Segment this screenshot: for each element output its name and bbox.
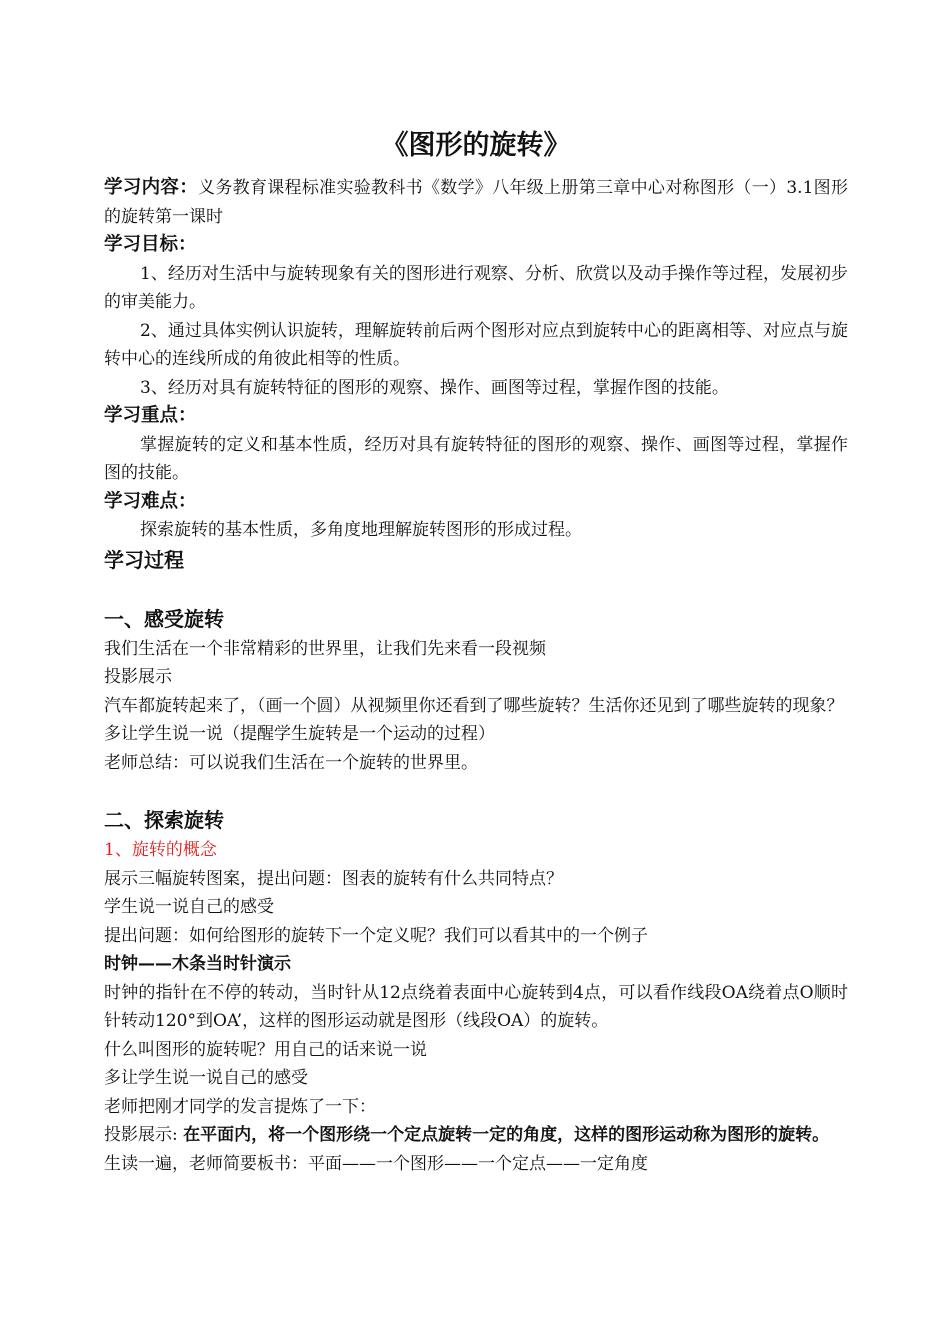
goal-item-3: 3、经历对具有旋转特征的图形的观察、操作、画图等过程，掌握作图的技能。 (140, 377, 729, 398)
section1-line: 老师总结：可以说我们生活在一个旋转的世界里。 (104, 752, 478, 773)
document-page (104, 126, 848, 1178)
study-content-label: 学习内容： (104, 177, 199, 198)
section2-subheading: 1、旋转的概念 (104, 840, 217, 860)
section2-line: 提出问题：如何给图形的旋转下一个定义呢？我们可以看其中的一个例子 (104, 925, 648, 946)
goals-heading: 学习目标： (104, 234, 197, 255)
key-points-text: 掌握旋转的定义和基本性质，经历对具有旋转特征的图形的观察、操作、画图等过程，掌握作图的技能。 (104, 434, 848, 483)
section2-line: 时钟的指针在不停的转动，当时针从12点绕着表面中心旋转到4点，可以看作线段OA绕着点O顺时针转动120°到OA’，这样的图形运动就是图形（线段OA）的旋转。 (104, 982, 848, 1031)
definition-text: 在平面内，将一个图形绕一个定点旋转一定的角度，这样的图形运动称为图形的旋转。 (183, 1125, 830, 1145)
section2-line: 学生说一说自己的感受 (104, 897, 274, 917)
key-points-heading: 学习重点： (104, 405, 197, 426)
section1-heading: 一、感受旋转 (104, 606, 224, 631)
section1-line: 投影展示 (104, 667, 172, 687)
study-content (104, 174, 848, 231)
study-content-text: 义务教育课程标准实验教科书《数学》八年级上册第三章中心对称图形（一）3.1图形的旋转第一课时 (104, 178, 848, 227)
difficulty-heading: 学习难点： (104, 490, 197, 512)
clock-demo-label: 时钟——木条当时针演示 (104, 954, 291, 974)
section1-line: 我们生活在一个非常精彩的世界里，让我们先来看一段视频 (104, 638, 546, 659)
document-title: 《图形的旋转》 (381, 130, 571, 161)
section1-line: 汽车都旋转起来了，（画一个圆）从视频里你还看到了哪些旋转？生活你还见到了哪些旋转的现象？ (104, 695, 844, 716)
difficulty-text: 探索旋转的基本性质，多角度地理解旋转图形的形成过程。 (140, 520, 582, 540)
section2-last-line: 生读一遍，老师简要板书：平面——一个图形——一个定点——一定角度 (104, 1153, 648, 1174)
section2-heading: 二、探索旋转 (104, 808, 224, 832)
section1-line: 多让学生说一说（提醒学生旋转是一个运动的过程） (104, 724, 495, 744)
goal-item-1: 1、经历对生活中与旋转现象有关的图形进行观察、分析、欣赏以及动手操作等过程，发展初步的审美能力。 (104, 263, 848, 312)
section2-line: 多让学生说一说自己的感受 (104, 1068, 308, 1088)
section2-line: 老师把刚才同学的发言提炼了一下： (104, 1096, 376, 1117)
section2-line: 展示三幅旋转图案，提出问题：图表的旋转有什么共同特点？ (104, 868, 563, 889)
section2-line: 什么叫图形的旋转呢？用自己的话来说一说 (104, 1039, 427, 1060)
projection-prefix: 投影展示: (104, 1125, 178, 1145)
goal-item-2: 2、通过具体实例认识旋转，理解旋转前后两个图形对应点到旋转中心的距离相等、对应点与旋转中心的连线所成的角彼此相等的性质。 (104, 320, 848, 369)
process-heading: 学习过程 (104, 547, 184, 572)
rotation-definition (104, 1121, 848, 1150)
